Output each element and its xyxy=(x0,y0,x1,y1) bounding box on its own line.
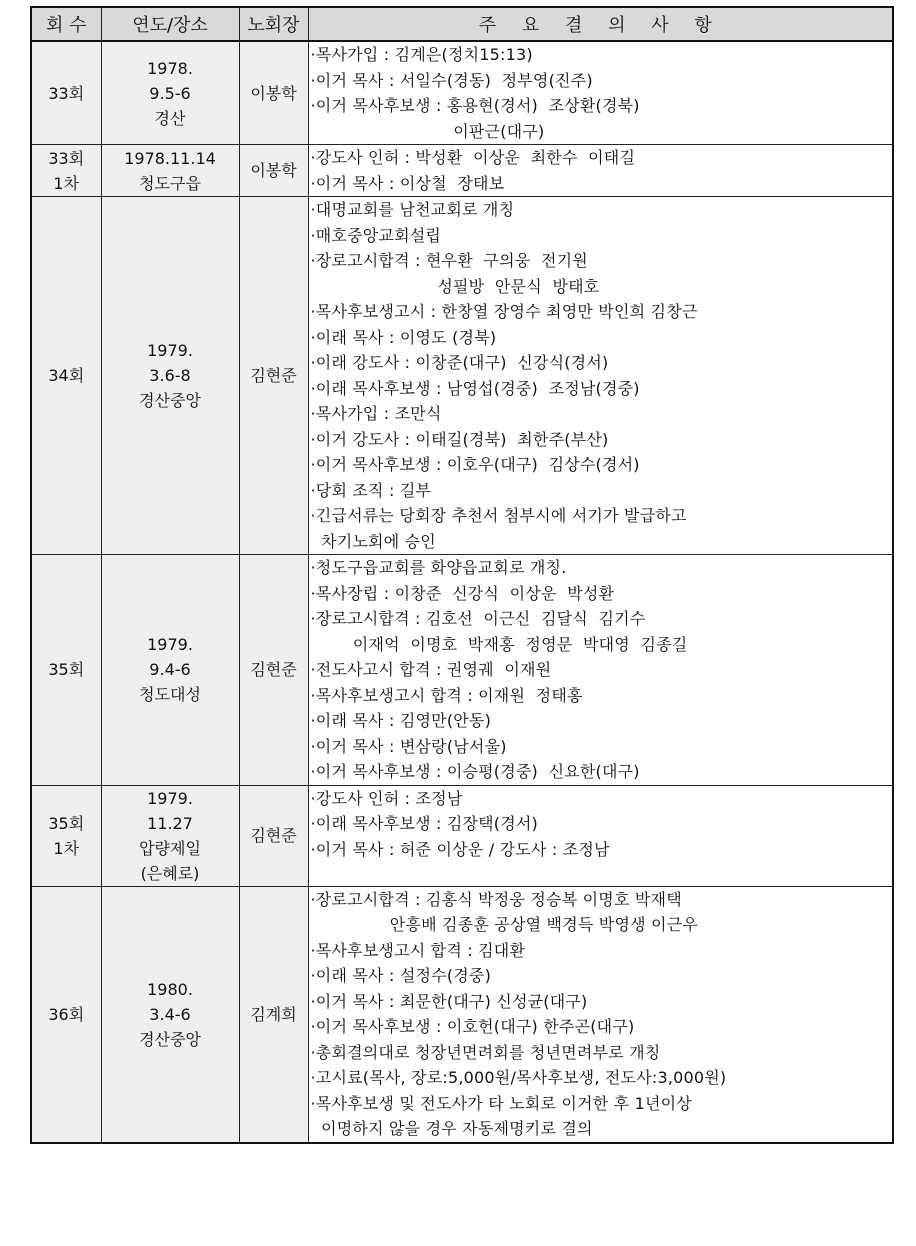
decisions-cell xyxy=(308,886,893,1143)
table-row xyxy=(31,785,893,886)
date-place-cell xyxy=(101,555,239,786)
decisions-cell xyxy=(308,145,893,197)
decisions-cell-line: ·이거 목사후보생 : 이승평(경중) 신요한(대구) xyxy=(310,762,640,781)
decisions-cell-line: 성필방 안문식 방태호 xyxy=(310,276,600,296)
decisions-cell xyxy=(308,555,893,786)
moderator-cell: 김현준 xyxy=(239,785,308,886)
date-place-cell-line: 청도구읍 xyxy=(139,173,201,193)
moderator-cell: 김현준 xyxy=(239,555,308,786)
decisions-cell xyxy=(308,197,893,555)
decisions-cell-line: ·목사후보생고시 : 한창열 장영수 최영만 박인희 김창근 xyxy=(310,302,698,321)
moderator-cell: 김계희 xyxy=(239,886,308,1143)
session-cell-line: 35회 xyxy=(48,813,85,833)
decisions-cell-line: ·이거 목사 : 최문한(대구) 신성균(대구) xyxy=(310,991,588,1011)
date-place-cell-line: 3.4-6 xyxy=(149,1004,191,1024)
session-cell xyxy=(31,41,101,145)
header-date-place: 연도/장소 xyxy=(101,7,239,41)
date-place-cell-line: (은혜로) xyxy=(140,863,200,883)
date-place-cell-line: 경산중앙 xyxy=(139,391,201,410)
decisions-cell-line: ·강도사 인허 : 조정남 xyxy=(310,788,463,808)
date-place-cell-line: 1979. xyxy=(147,341,193,360)
decisions-cell xyxy=(308,41,893,145)
table-row xyxy=(31,886,893,1143)
session-cell-line: 34회 xyxy=(48,366,85,385)
table-header-row xyxy=(31,7,893,41)
date-place-cell xyxy=(101,41,239,145)
decisions-cell-line: ·이거 목사후보생 : 이호우(대구) 김상수(경서) xyxy=(310,455,640,474)
decisions-cell-line: ·이거 목사 : 서일수(경동) 정부영(진주) xyxy=(310,70,593,90)
date-place-cell xyxy=(101,145,239,197)
table-row xyxy=(31,197,893,555)
table-row xyxy=(31,145,893,197)
session-cell xyxy=(31,145,101,197)
header-moderator: 노회장 xyxy=(239,7,308,41)
decisions-cell-line: ·이래 목사후보생 : 김장택(경서) xyxy=(310,814,538,833)
date-place-cell-line: 1979. xyxy=(147,635,193,655)
decisions-cell-line: ·이거 목사후보생 : 홍용현(경서) 조상환(경북) xyxy=(310,96,640,115)
decisions-cell-line: ·목사후보생고시 합격 : 김대환 xyxy=(310,940,526,960)
date-place-cell-line: 9.5-6 xyxy=(149,83,191,103)
decisions-cell-line: ·전도사고시 합격 : 권영궤 이재원 xyxy=(310,660,552,679)
decisions-cell-line: ·대명교회를 남천교회로 개칭 xyxy=(310,200,515,219)
session-cell-line: 1차 xyxy=(53,838,80,858)
decisions-cell-line: ·장로고시합격 : 김호선 이근신 김달식 김기수 xyxy=(310,609,646,628)
moderator-cell: 김현준 xyxy=(239,197,308,555)
date-place-cell xyxy=(101,886,239,1143)
moderator-cell: 이봉학 xyxy=(239,41,308,145)
session-cell-line: 33회 xyxy=(48,83,85,103)
decisions-cell-line: ·이거 목사 : 변삼랑(남서울) xyxy=(310,736,507,756)
decisions-cell-line: ·이래 목사 : 이영도 (경북) xyxy=(310,327,497,347)
date-place-cell-line: 11.27 xyxy=(147,813,193,833)
moderator-cell: 이봉학 xyxy=(239,145,308,197)
decisions-cell-line: ·목사가입 : 조만식 xyxy=(310,404,442,423)
session-cell xyxy=(31,886,101,1143)
decisions-cell-line: ·고시료(목사, 장로:5,000원/목사후보생, 전도사:3,000원) xyxy=(310,1068,727,1087)
date-place-cell-line: 경산 xyxy=(154,108,186,128)
decisions-cell-line: 이재억 이명호 박재홍 정영문 박대영 김종길 xyxy=(310,634,688,654)
session-cell-line: 33회 xyxy=(48,148,85,168)
decisions-cell-line: ·이거 목사 : 이상철 장태보 xyxy=(310,173,505,193)
table-row xyxy=(31,555,893,786)
decisions-cell-line: ·긴급서류는 당회장 추천서 첨부시에 서기가 발급하고 xyxy=(310,506,687,525)
decisions-cell-line: ·이거 목사 : 허준 이상운 / 강도사 : 조정남 xyxy=(310,839,610,859)
table-body xyxy=(31,41,893,1143)
date-place-cell-line: 청도대성 xyxy=(139,685,201,705)
session-cell xyxy=(31,785,101,886)
date-place-cell xyxy=(101,197,239,555)
header-decisions: 주 요 결 의 사 항 xyxy=(308,7,893,41)
session-cell xyxy=(31,555,101,786)
decisions-cell-line: ·장로고시합격 : 현우환 구의웅 전기원 xyxy=(310,251,588,270)
decisions-cell-line: ·이래 목사 : 설정수(경중) xyxy=(310,966,492,985)
decisions-cell-line: ·이거 강도사 : 이태길(경북) 최한주(부산) xyxy=(310,429,609,449)
decisions-cell-line: ·강도사 인허 : 박성환 이상운 최한수 이태길 xyxy=(310,148,636,167)
decisions-cell-line: 이판근(대구) xyxy=(310,121,545,141)
decisions-cell-line: ·이래 강도사 : 이창준(대구) 신강식(경서) xyxy=(310,353,609,372)
session-cell-line: 1차 xyxy=(53,173,80,193)
decisions-cell-line: 이명하지 않을 경우 자동제명키로 결의 xyxy=(310,1119,593,1138)
decisions-cell-line: ·총회결의대로 청장년면려회를 청년면려부로 개칭 xyxy=(310,1042,661,1062)
decisions-cell-line: ·목사후보생고시 합격 : 이재원 정태홍 xyxy=(310,685,583,705)
date-place-cell-line: 압량제일 xyxy=(139,838,201,858)
session-cell-line: 36회 xyxy=(48,1004,85,1024)
date-place-cell-line: 1980. xyxy=(147,979,193,999)
date-place-cell-line: 3.6-8 xyxy=(149,366,191,385)
date-place-cell-line: 9.4-6 xyxy=(149,660,191,680)
decisions-cell-line: ·청도구읍교회를 화양읍교회로 개칭. xyxy=(310,558,567,577)
table-row xyxy=(31,41,893,145)
decisions-cell-line: ·이래 목사후보생 : 남영섭(경중) 조정남(경중) xyxy=(310,378,640,398)
date-place-cell-line: 1978. xyxy=(147,58,193,78)
decisions-cell-line: ·목사후보생 및 전도사가 타 노회로 이거한 후 1년이상 xyxy=(310,1093,692,1113)
decisions-cell-line: ·목사가입 : 김계은(정치15:13) xyxy=(310,45,533,64)
decisions-cell-line: ·당회 조직 : 길부 xyxy=(310,480,432,500)
header-session: 회 수 xyxy=(31,7,101,41)
session-cell-line: 35회 xyxy=(48,660,85,680)
session-cell xyxy=(31,197,101,555)
decisions-cell-line: ·이래 목사 : 김영만(안동) xyxy=(310,711,492,730)
decisions-cell-line: 차기노회에 승인 xyxy=(310,531,436,551)
date-place-cell-line: 1978.11.14 xyxy=(124,148,216,168)
date-place-cell-line: 1979. xyxy=(147,788,193,808)
decisions-cell-line: ·매호중앙교회설립 xyxy=(310,225,442,245)
date-place-cell-line: 경산중앙 xyxy=(139,1029,201,1049)
decisions-cell-line: ·장로고시합격 : 김홍식 박정웅 정승복 이명호 박재택 xyxy=(310,889,682,909)
presbytery-minutes-table xyxy=(30,6,894,1144)
decisions-cell-line: ·이거 목사후보생 : 이호헌(대구) 한주곤(대구) xyxy=(310,1017,635,1036)
date-place-cell xyxy=(101,785,239,886)
minutes-page xyxy=(30,6,892,1144)
decisions-cell xyxy=(308,785,893,886)
decisions-cell-line: ·목사장립 : 이창준 신강식 이상운 박성환 xyxy=(310,583,615,603)
decisions-cell-line: 안흥배 김종훈 공상열 백경득 박영생 이근우 xyxy=(310,915,699,934)
